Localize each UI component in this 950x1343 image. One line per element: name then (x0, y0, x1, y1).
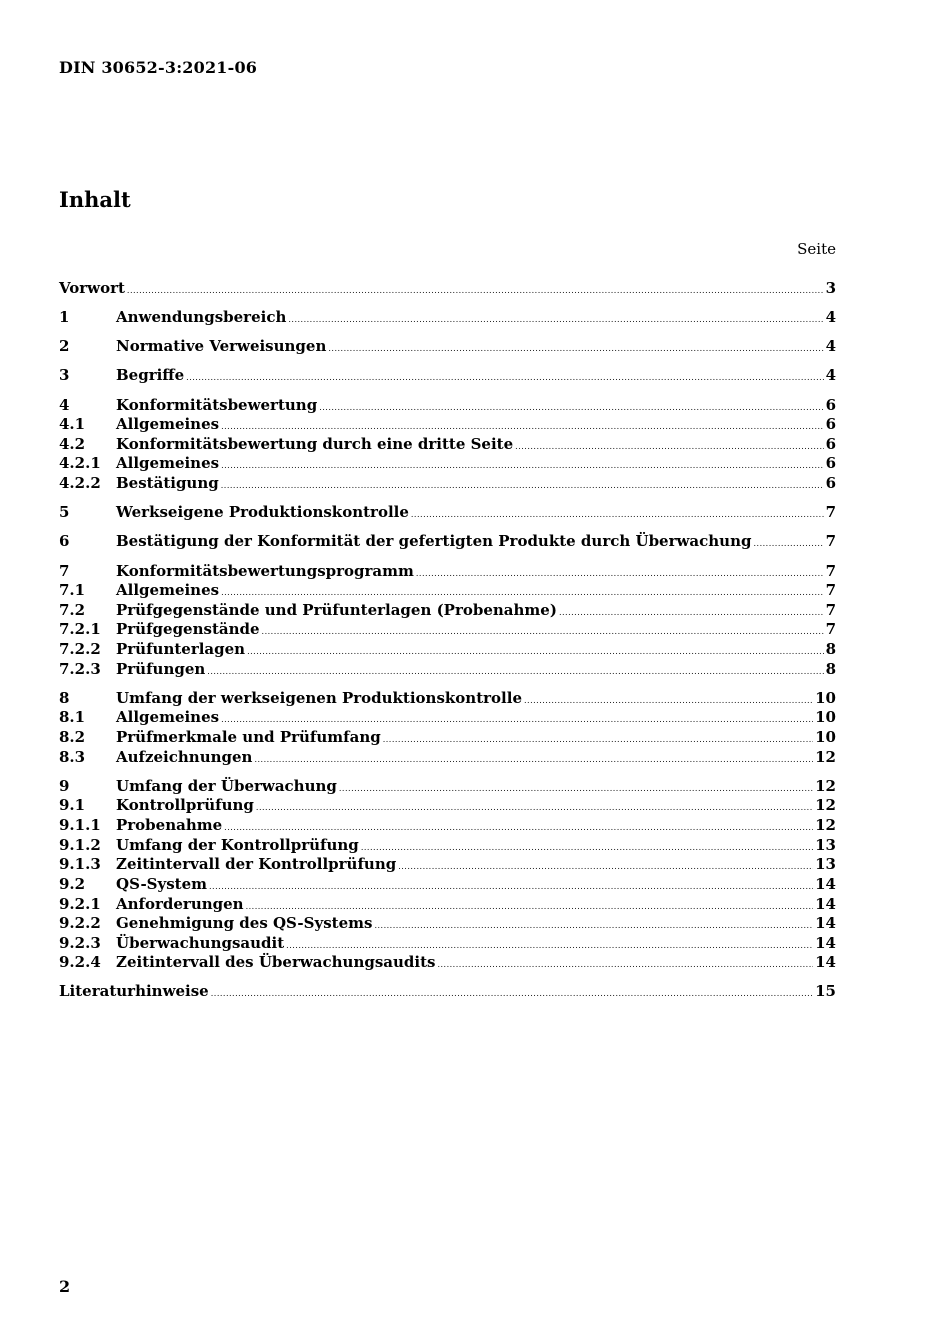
toc-entry-number: 9.2.3 (59, 934, 101, 952)
toc-entry-number: 7 (59, 562, 70, 580)
toc-entry-number: 9.2.4 (59, 953, 101, 971)
toc-entry-label: Probenahme (116, 816, 223, 834)
toc-entry[interactable] (59, 708, 836, 727)
toc-entry-page: 7 (825, 620, 836, 638)
toc-entry[interactable] (59, 474, 836, 493)
toc-entry-number: 8.2 (59, 728, 86, 746)
toc-entry-label: Literaturhinweise (59, 982, 209, 1000)
dot-leader (221, 583, 823, 602)
toc-entry-page: 12 (815, 796, 836, 814)
toc-entry-label: Prüfunterlagen (116, 640, 246, 658)
dot-leader (398, 857, 813, 876)
dot-leader (437, 955, 813, 974)
toc-entry[interactable] (59, 748, 836, 767)
toc-entry[interactable] (59, 836, 836, 855)
toc-entry[interactable] (59, 620, 836, 639)
toc-entry-page: 13 (815, 836, 836, 854)
toc-entry-label: Bestätigung der Konformität der gefertigten Produkte durch Überwachung (116, 532, 752, 550)
toc-entry-label: Umfang der Überwachung (116, 777, 337, 795)
toc-entry-label: Überwachungsaudit (116, 934, 285, 952)
toc-entry-page: 6 (825, 454, 836, 472)
toc-entry-number: 7.2.3 (59, 660, 101, 678)
dot-leader (127, 281, 824, 300)
toc-title: Inhalt (59, 187, 131, 212)
toc-entry-number: 5 (59, 503, 70, 521)
toc-entry-number: 8.1 (59, 708, 86, 726)
toc-entry-label: QS-System (116, 875, 208, 893)
toc-entry[interactable] (59, 337, 836, 356)
toc-entry-page: 7 (825, 601, 836, 619)
toc-entry-number: 9.1 (59, 796, 86, 814)
toc-entry-label: Konformitätsbewertung (116, 396, 318, 414)
toc-entry-label: Konformitätsbewertung durch eine dritte Seite (116, 435, 514, 453)
toc-entry[interactable] (59, 953, 836, 972)
dot-leader (186, 368, 823, 387)
toc-entry-number: 9.1.2 (59, 836, 101, 854)
toc-entry-label: Umfang der Kontrollprüfung (116, 836, 359, 854)
toc-entry-label: Normative Verweisungen (116, 337, 327, 355)
toc-entry-number: 8.3 (59, 748, 86, 766)
toc-entry-number: 7.1 (59, 581, 86, 599)
dot-leader (221, 710, 813, 729)
toc-entry-page: 13 (815, 855, 836, 873)
toc-entry-label: Prüfmerkmale und Prüfumfang (116, 728, 381, 746)
toc-entry-label: Werkseigene Produktionskontrolle (116, 503, 409, 521)
toc-entry-number: 9.2.2 (59, 914, 101, 932)
toc-entry-page: 8 (825, 660, 836, 678)
page-column-label: Seite (797, 240, 836, 258)
toc-entry-number: 4.2.2 (59, 474, 101, 492)
toc-entry-page: 4 (825, 308, 836, 326)
toc-entry[interactable] (59, 415, 836, 434)
toc-entry-page: 3 (825, 279, 836, 297)
toc-entry-label: Vorwort (59, 279, 125, 297)
toc-entry-page: 14 (815, 914, 836, 932)
toc-entry-number: 9.2.1 (59, 895, 101, 913)
toc-entry-label: Zeitintervall der Kontrollprüfung (116, 855, 397, 873)
toc-entry-label: Konformitätsbewertungsprogramm (116, 562, 414, 580)
dot-leader (224, 818, 813, 837)
dot-leader (247, 642, 823, 661)
toc-entry-label: Aufzeichnungen (116, 748, 253, 766)
toc-entry-label: Allgemeines (116, 708, 220, 726)
toc-entry-number: 9.2 (59, 875, 86, 893)
toc-entry-page: 15 (815, 982, 836, 1000)
toc-entry-page: 7 (825, 581, 836, 599)
toc-entry-label: Kontrollprüfung (116, 796, 254, 814)
dot-leader (221, 476, 824, 495)
toc-entry[interactable] (59, 855, 836, 874)
toc-entry[interactable] (59, 601, 836, 620)
dot-leader (221, 456, 823, 475)
toc-entry-label: Anwendungsbereich (116, 308, 287, 326)
toc-entry-label: Genehmigung des QS-Systems (116, 914, 373, 932)
toc-entry[interactable] (59, 396, 836, 415)
toc-entry-page: 12 (815, 816, 836, 834)
toc-entry-label: Allgemeines (116, 454, 220, 472)
toc-entry-page: 6 (825, 396, 836, 414)
toc-entry[interactable] (59, 689, 836, 708)
toc-entry-number: 9.1.3 (59, 855, 101, 873)
dot-leader (262, 622, 824, 641)
toc-entry-label: Anforderungen (116, 895, 244, 913)
toc-entry[interactable] (59, 562, 836, 581)
toc-entry-label: Prüfgegenstände und Prüfunterlagen (Probenahme) (116, 601, 557, 619)
toc-entry[interactable] (59, 660, 836, 679)
dot-leader (411, 505, 824, 524)
toc-entry-label: Umfang der werkseigenen Produktionskontrolle (116, 689, 522, 707)
toc-entry[interactable] (59, 777, 836, 796)
toc-entry-number: 7.2.1 (59, 620, 101, 638)
toc-entry-number: 7.2.2 (59, 640, 101, 658)
toc-entry-page: 7 (825, 503, 836, 521)
toc-entry-number: 4.2.1 (59, 454, 101, 472)
dot-leader (207, 662, 823, 681)
dot-leader (254, 750, 813, 769)
toc-entry[interactable] (59, 982, 836, 1001)
toc-entry-page: 7 (825, 532, 836, 550)
dot-leader (209, 877, 813, 896)
toc-entry-number: 9 (59, 777, 70, 795)
toc-entry[interactable] (59, 503, 836, 522)
toc-entry-number: 8 (59, 689, 70, 707)
toc-entry-page: 14 (815, 875, 836, 893)
toc-entry-page: 7 (825, 562, 836, 580)
toc-entry[interactable] (59, 728, 836, 747)
toc-entry-page: 10 (815, 728, 836, 746)
toc-entry[interactable] (59, 914, 836, 933)
toc-entry[interactable] (59, 796, 836, 815)
toc-entry-page: 12 (815, 748, 836, 766)
toc-entry-page: 8 (825, 640, 836, 658)
toc-entry-number: 9.1.1 (59, 816, 101, 834)
page-number: 2 (59, 1277, 71, 1296)
dot-leader (753, 534, 823, 553)
toc-entry-number: 6 (59, 532, 70, 550)
toc-entry[interactable] (59, 934, 836, 953)
toc-entry[interactable] (59, 895, 836, 914)
dot-leader (256, 798, 813, 817)
toc-entry-page: 14 (815, 934, 836, 952)
toc-entry-label: Zeitintervall des Überwachungsaudits (116, 953, 436, 971)
toc-entry[interactable] (59, 640, 836, 659)
dot-leader (221, 417, 823, 436)
toc-entry[interactable] (59, 279, 836, 298)
toc-entry-page: 14 (815, 895, 836, 913)
dot-leader (383, 730, 813, 749)
toc-entry-page: 14 (815, 953, 836, 971)
toc-entry-number: 4.2 (59, 435, 86, 453)
toc-entry[interactable] (59, 581, 836, 600)
toc-entry-page: 10 (815, 689, 836, 707)
toc-entry-number: 3 (59, 366, 70, 384)
toc-entry-number: 2 (59, 337, 70, 355)
toc-entry-label: Begriffe (116, 366, 185, 384)
toc-entry[interactable] (59, 454, 836, 473)
toc-entry[interactable] (59, 308, 836, 327)
toc-entry[interactable] (59, 435, 836, 454)
toc-entry-number: 4.1 (59, 415, 86, 433)
toc-entry-page: 6 (825, 435, 836, 453)
toc-entry-label: Allgemeines (116, 415, 220, 433)
toc-entry-page: 12 (815, 777, 836, 795)
toc-entry[interactable] (59, 366, 836, 385)
toc-entry-page: 4 (825, 366, 836, 384)
document-id: DIN 30652-3:2021-06 (59, 58, 258, 77)
toc-entry-label: Prüfgegenstände (116, 620, 260, 638)
toc-entry-label: Allgemeines (116, 581, 220, 599)
dot-leader (328, 339, 823, 358)
dot-leader (288, 310, 823, 329)
toc-entry-number: 4 (59, 396, 70, 414)
toc-entry-page: 6 (825, 474, 836, 492)
toc-entry-label: Prüfungen (116, 660, 206, 678)
dot-leader (374, 916, 813, 935)
toc-entry-number: 1 (59, 308, 70, 326)
toc-entry-number: 7.2 (59, 601, 86, 619)
toc-entry[interactable] (59, 532, 836, 551)
toc-entry-page: 6 (825, 415, 836, 433)
toc-entry[interactable] (59, 816, 836, 835)
dot-leader (211, 984, 813, 1003)
toc-entry-page: 4 (825, 337, 836, 355)
toc-entry-page: 10 (815, 708, 836, 726)
toc-entry-label: Bestätigung (116, 474, 219, 492)
toc-entry[interactable] (59, 875, 836, 894)
